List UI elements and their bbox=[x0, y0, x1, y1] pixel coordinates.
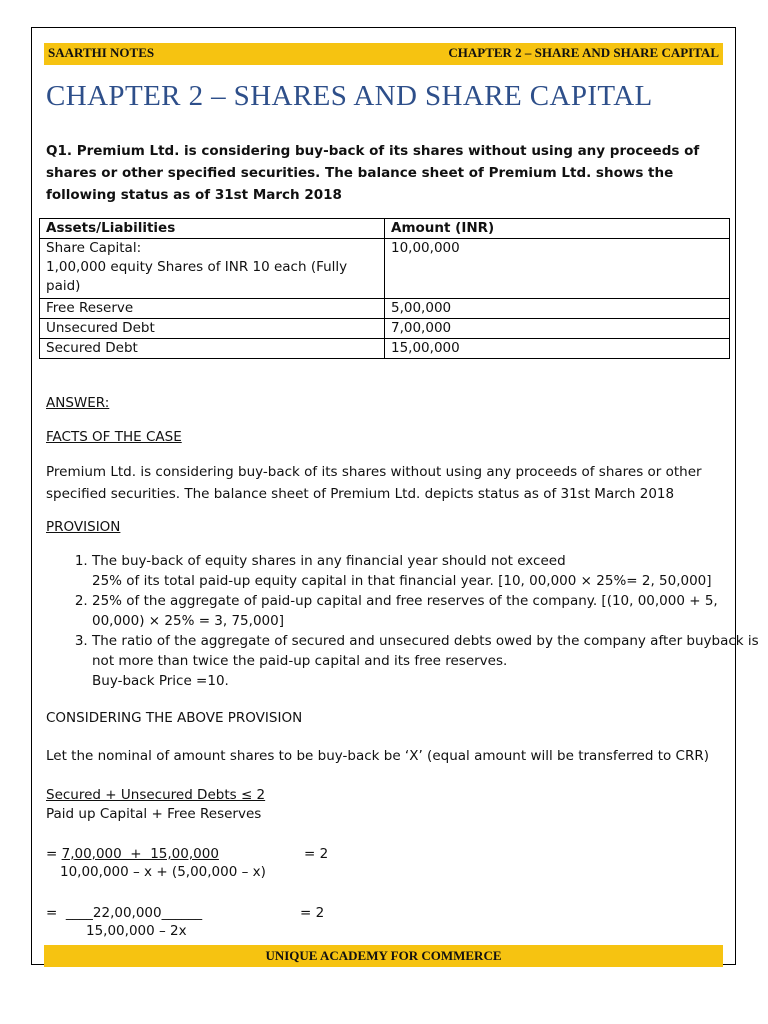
equation-2-numerator bbox=[46, 905, 202, 921]
page-title: CHAPTER 2 – SHARES AND SHARE CAPITAL bbox=[46, 80, 653, 112]
header-right: CHAPTER 2 – SHARE AND SHARE CAPITAL bbox=[448, 45, 719, 60]
ratio-numerator: Secured + Unsecured Debts ≤ 2 bbox=[46, 787, 266, 803]
equation-2-prefix: = bbox=[46, 905, 66, 921]
table-cell: 7,00,000 bbox=[385, 319, 730, 339]
table-header-cell: Assets/Liabilities bbox=[40, 219, 385, 239]
share-capital-label: Share Capital: bbox=[46, 240, 142, 256]
table-header-row bbox=[40, 219, 730, 239]
share-capital-detail: 1,00,000 equity Shares of INR 10 each (Fully paid) bbox=[46, 259, 348, 294]
list-item bbox=[92, 631, 768, 691]
table-cell: 10,00,000 bbox=[385, 239, 730, 299]
table-row bbox=[40, 239, 730, 299]
equation-1-num-values: 7,00,000 + 15,00,000 bbox=[61, 846, 219, 862]
equation-2-num-values: ____22,00,000______ bbox=[65, 905, 203, 921]
provision-heading: PROVISION bbox=[46, 519, 121, 535]
provision-line: 3. The ratio of the aggregate of secured and unsecured debts owed by the company after buyback is not more than twice the paid-up capital and its free reserves. bbox=[92, 633, 759, 669]
ratio-denominator: Paid up Capital + Free Reserves bbox=[46, 806, 262, 822]
table-cell: Secured Debt bbox=[40, 339, 385, 359]
provision-list bbox=[46, 551, 768, 691]
table-cell: Free Reserve bbox=[40, 299, 385, 319]
equation-1-numerator bbox=[46, 846, 219, 862]
header-left: SAARTHI NOTES bbox=[48, 45, 155, 60]
footer-band: UNIQUE ACADEMY FOR COMMERCE bbox=[44, 945, 723, 967]
equation-2-rhs: = 2 bbox=[300, 905, 325, 921]
equation-1-denominator: 10,00,000 – x + (5,00,000 – x) bbox=[60, 864, 266, 880]
equation-1-prefix: = bbox=[46, 846, 62, 862]
equation-2-denominator: 15,00,000 – 2x bbox=[86, 923, 187, 939]
let-text: Let the nominal of amount shares to be buy-back be ‘X’ (equal amount will be transferred to CRR) bbox=[46, 748, 709, 764]
considering-text: CONSIDERING THE ABOVE PROVISION bbox=[46, 710, 303, 726]
equation-1-rhs: = 2 bbox=[304, 846, 329, 862]
question-text: Q1. Premium Ltd. is considering buy-back of its shares without using any proceeds of shares or other specified securities. The balance sheet of Premium Ltd. shows the following status as of 31st March 2018 bbox=[46, 143, 700, 203]
table-header-cell: Amount (INR) bbox=[385, 219, 730, 239]
table-cell bbox=[40, 239, 385, 299]
table-cell: Unsecured Debt bbox=[40, 319, 385, 339]
table-row bbox=[40, 299, 730, 319]
answer-label: ANSWER: bbox=[46, 395, 110, 411]
facts-heading: FACTS OF THE CASE bbox=[46, 429, 182, 445]
provision-line: 1. The buy-back of equity shares in any financial year should not exceed bbox=[92, 553, 566, 569]
provision-line: 25% of its total paid-up equity capital in that financial year. [10, 00,000 × 25%= 2, 50,000] bbox=[92, 573, 712, 589]
list-item bbox=[92, 591, 768, 631]
table-row bbox=[40, 319, 730, 339]
provision-line: Buy-back Price =10. bbox=[92, 673, 229, 689]
list-item bbox=[92, 551, 768, 591]
table-cell: 5,00,000 bbox=[385, 299, 730, 319]
provision-line: 2. 25% of the aggregate of paid-up capital and free reserves of the company. [(10, 00,000 + 5, 00,000) × 25% = 3, 75,000] bbox=[92, 593, 718, 629]
facts-text: Premium Ltd. is considering buy-back of its shares without using any proceeds of shares or other specified securities. The balance sheet of Premium Ltd. depicts status as of 31st March 2018 bbox=[46, 464, 702, 502]
balance-sheet-table bbox=[39, 218, 730, 359]
table-row bbox=[40, 339, 730, 359]
table-cell: 15,00,000 bbox=[385, 339, 730, 359]
header-band bbox=[44, 43, 723, 65]
